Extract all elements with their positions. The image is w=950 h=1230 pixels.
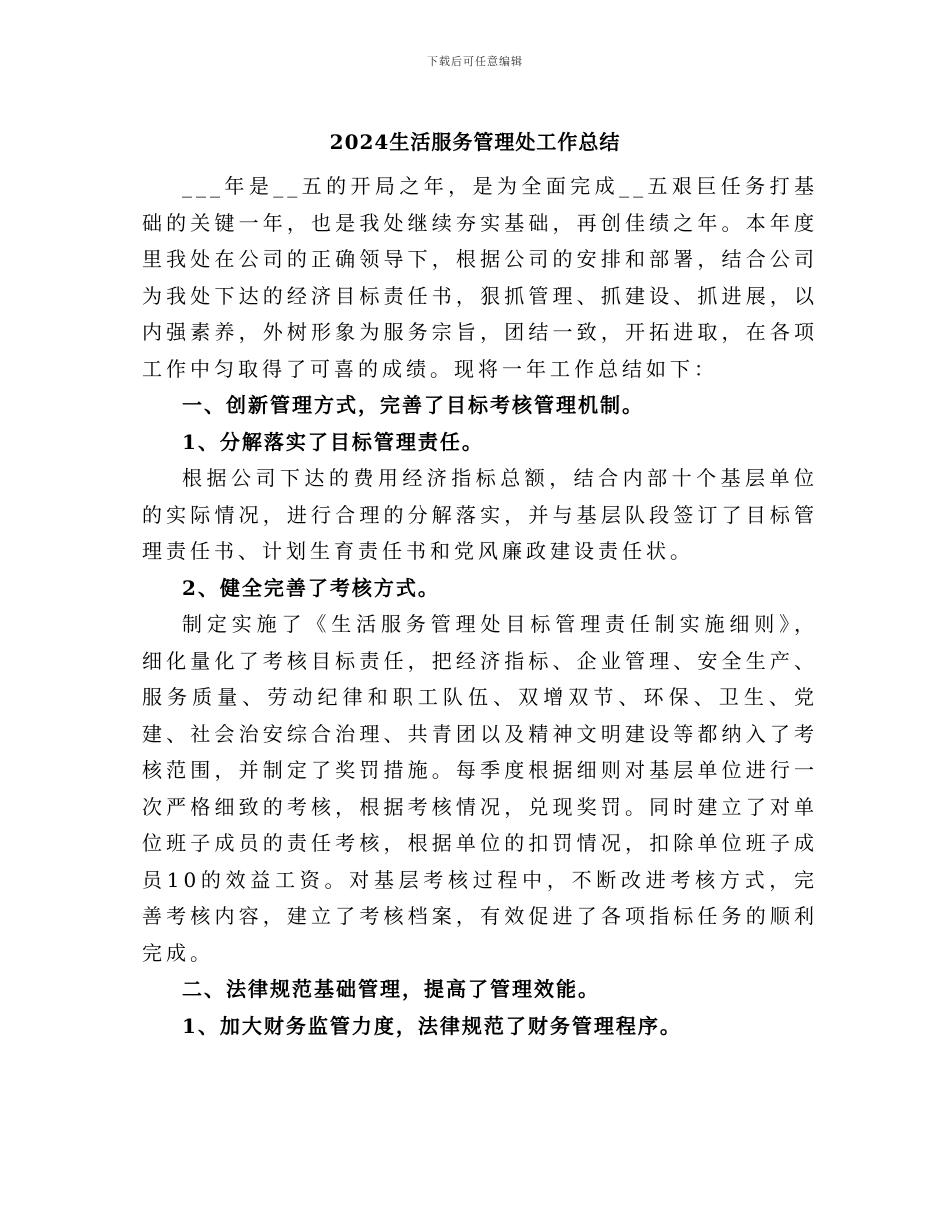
subsection-heading-1-1: 1、分解落实了目标管理责任。 [182,429,484,454]
paragraph-1-1: 根据公司下达的费用经济指标总额，结合内部十个基层单位的实际情况，进行合理的分解落实，并与基层队段签订了目标管理责任书、计划生育责任书和党风廉政建设责任状。 [142,466,818,563]
subsection-heading-2-1: 1、加大财务监管力度，法律规范了财务管理程序。 [182,1013,682,1038]
header-note: 下载后可任意编辑 [427,55,523,68]
intro-paragraph: ___年是__五的开局之年，是为全面完成__五艰巨任务打基础的关键一年，也是我处继续夯实基础，再创佳绩之年。本年度里我处在公司的正确领导下，根据公司的安排和部署，结合公司为我处下达的经济目标责任书，狠抓管理、抓建设、抓进展，以内强素养，外树形象为服务宗旨，团结一致，开拓进取，在各项工作中匀取得了可喜的成绩。现将一年工作总结如下： [142,174,818,381]
subsection-heading-1-2: 2、健全完善了考核方式。 [182,575,440,600]
paragraph-1-2: 制定实施了《生活服务管理处目标管理责任制实施细则》，细化量化了考核目标责任，把经济指标、企业管理、安全生产、服务质量、劳动纪律和职工队伍、双增双节、环保、卫生、党建、社会治安综合治理、共青团以及精神文明建设等都纳入了考核范围，并制定了奖罚措施。每季度根据细则对基层单位进行一次严格细致的考核，根据考核情况，兑现奖罚。同时建立了对单位班子成员的责任考核，根据单位的扣罚情况，扣除单位班子成员10的效益工资。对基层考核过程中，不断改进考核方式，完善考核内容，建立了考核档案，有效促进了各项指标任务的顺利完成。 [142,612,818,965]
section-heading-2: 二、法律规范基础管理，提高了管理效能。 [182,977,600,1001]
section-heading-1: 一、创新管理方式，完善了目标考核管理机制。 [182,393,644,417]
document-title: 2024生活服务管理处工作总结 [329,130,621,154]
document-body [142,168,818,1044]
